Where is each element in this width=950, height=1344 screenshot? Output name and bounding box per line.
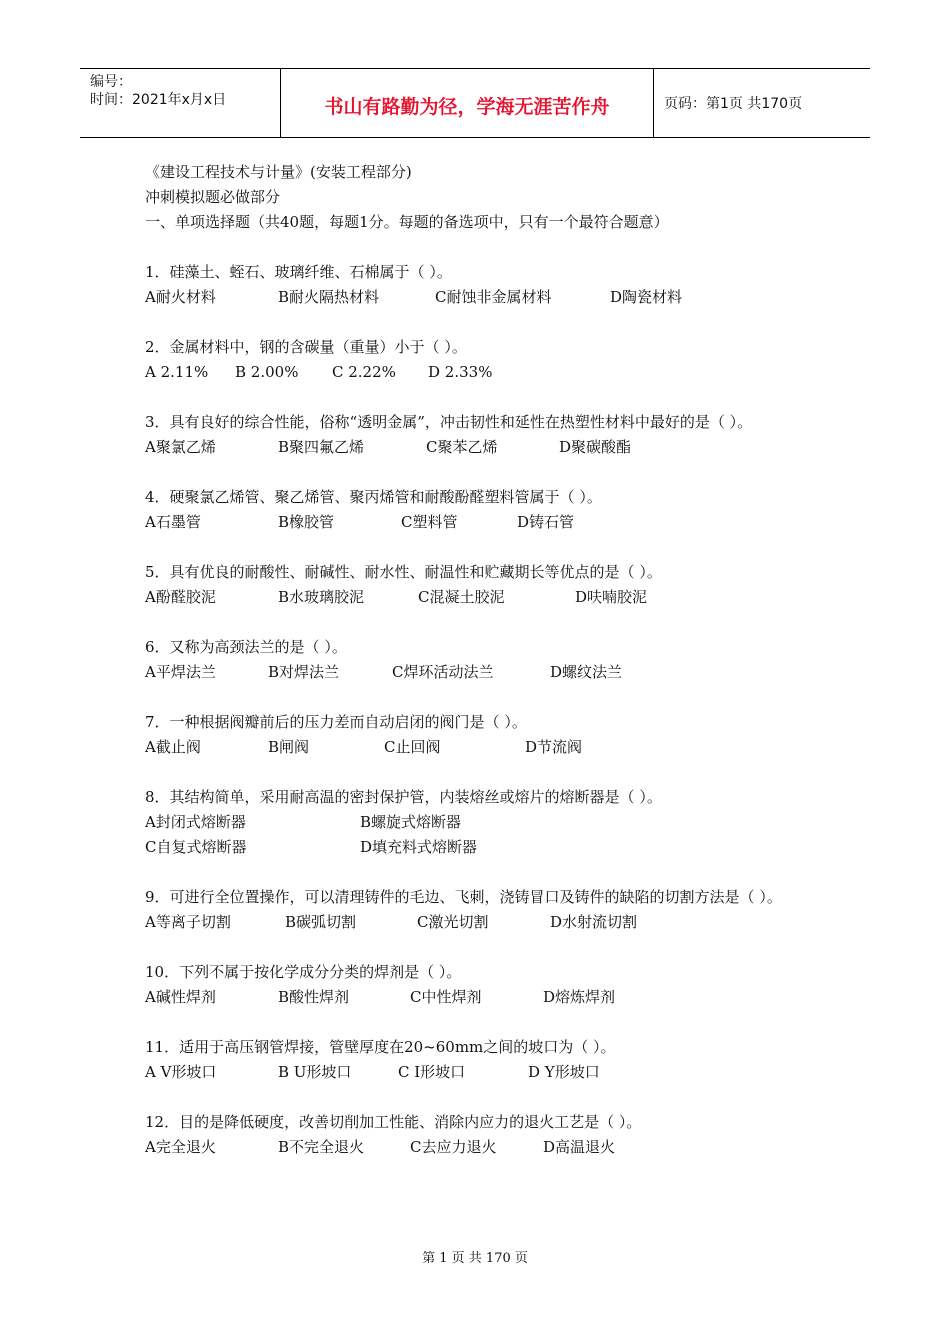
option: A耐火材料 [145,288,216,306]
question-options [145,735,825,760]
option: D填充料式熔断器 [360,838,478,856]
question-options [145,985,825,1010]
option: D 2.33% [428,363,493,381]
option: D高温退火 [543,1138,616,1156]
option: A聚氯乙烯 [145,438,216,456]
doc-title: 《建设工程技术与计量》(安装工程部分) [145,163,412,181]
option: D铸石管 [517,513,575,531]
header-motto: 书山有路勤为径，学海无涯苦作舟 [281,69,654,137]
option: A封闭式熔断器 [145,813,246,831]
question-options [145,1135,825,1160]
header-page-info: 页码：第1页 共170页 [664,96,803,112]
option: D水射流切割 [550,913,638,931]
question-options [145,1060,825,1085]
option: C混凝土胶泥 [418,588,505,606]
option: C 2.22% [332,363,396,381]
option: C自复式熔断器 [145,838,247,856]
option: D节流阀 [525,738,583,756]
option: B对焊法兰 [268,663,340,681]
option: A碱性焊剂 [145,988,216,1006]
option: B 2.00% [235,363,299,381]
question-options [145,510,825,535]
option: C中性焊剂 [410,988,482,1006]
option: A石墨管 [145,513,201,531]
option: B水玻璃胶泥 [278,588,365,606]
question-stem: 8．其结构简单，采用耐高温的密封保护管，内装熔丝或熔片的熔断器是（ ）。 [145,788,662,806]
question-options [145,660,825,685]
question-options [145,810,825,835]
header-meta [80,69,281,137]
option: B闸阀 [268,738,310,756]
option: C耐蚀非金属材料 [435,288,552,306]
option: C止回阀 [384,738,441,756]
question-options [145,585,825,610]
option: B橡胶管 [278,513,335,531]
option: A V形坡口 [145,1063,217,1081]
option: D陶瓷材料 [610,288,683,306]
option: C焊环活动法兰 [392,663,494,681]
section-heading: 一、单项选择题（共40题，每题1分。每题的备选项中，只有一个最符合题意） [145,213,669,231]
doc-subtitle: 冲刺模拟题必做部分 [145,188,281,206]
option: A完全退火 [145,1138,216,1156]
question-options [145,910,825,935]
question-options [145,435,825,460]
option: B碳弧切割 [285,913,357,931]
question-stem: 11．适用于高压钢管焊接，管壁厚度在20~60mm之间的坡口为（ ）。 [145,1038,616,1056]
question-options [145,835,825,860]
question-stem: 4．硬聚氯乙烯管、聚乙烯管、聚丙烯管和耐酸酚醛塑料管属于（ ）。 [145,488,602,506]
option: A截止阀 [145,738,201,756]
option: D熔炼焊剂 [543,988,616,1006]
question-options [145,360,825,385]
option: B耐火隔热材料 [278,288,380,306]
option: A平焊法兰 [145,663,216,681]
question-stem: 2．金属材料中，钢的含碳量（重量）小于（ ）。 [145,338,467,356]
option: D呋喃胶泥 [575,588,648,606]
option: B酸性焊剂 [278,988,350,1006]
option: D螺纹法兰 [550,663,623,681]
question-stem: 6．又称为高颈法兰的是（ ）。 [145,638,347,656]
option: C塑料管 [401,513,458,531]
option: C聚苯乙烯 [426,438,498,456]
question-options [145,285,825,310]
question-stem: 9．可进行全位置操作，可以清理铸件的毛边、飞刺，浇铸冒口及铸件的缺陷的切割方法是（ ）。 [145,888,782,906]
option: A 2.11% [145,363,209,381]
option: C去应力退火 [410,1138,497,1156]
question-stem: 3．具有良好的综合性能，俗称“透明金属”，冲击韧性和延性在热塑性材料中最好的是（ ）。 [145,413,753,431]
option: C激光切割 [417,913,489,931]
time-label: 时间：2021年x月x日 [90,92,227,108]
page-header [80,68,870,138]
page-footer: 第 1 页 共 170 页 [422,1251,528,1266]
option: B不完全退火 [278,1138,365,1156]
option: D Y形坡口 [528,1063,600,1081]
option: C I形坡口 [398,1063,466,1081]
number-label: 编号： [90,74,132,90]
question-stem: 7．一种根据阀瓣前后的压力差而自动启闭的阀门是（ ）。 [145,713,527,731]
question-stem: 1．硅藻土、蛭石、玻璃纤维、石棉属于（ ）。 [145,263,452,281]
option: B螺旋式熔断器 [360,813,462,831]
option: A等离子切割 [145,913,231,931]
option: D聚碳酸酯 [559,438,632,456]
document-body [145,160,825,1160]
option: B聚四氟乙烯 [278,438,365,456]
option: A酚醛胶泥 [145,588,216,606]
question-stem: 10．下列不属于按化学成分分类的焊剂是（ ）。 [145,963,462,981]
option: B U形坡口 [278,1063,352,1081]
question-stem: 12．目的是降低硬度，改善切削加工性能、消除内应力的退火工艺是（ ）。 [145,1113,642,1131]
question-stem: 5．具有优良的耐酸性、耐碱性、耐水性、耐温性和贮藏期长等优点的是（ ）。 [145,563,662,581]
